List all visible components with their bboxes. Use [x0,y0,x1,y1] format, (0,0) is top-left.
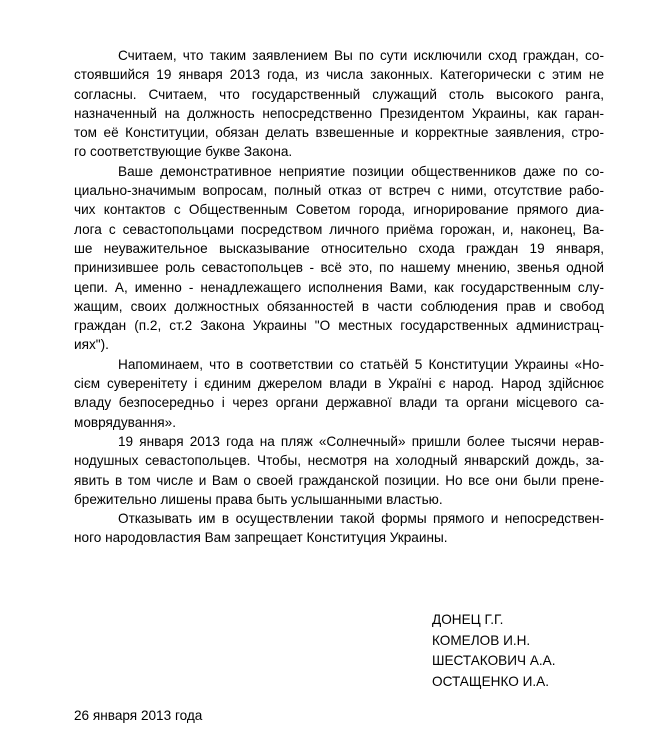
signatory-name: КОМЕЛОВ И.Н. [432,632,531,648]
paragraph-line: 19 января 2013 года на пляж «Солнечный» пришли более тысячи нерав- [118,433,604,449]
signatory-name: ШЕСТАКОВИЧ А.А. [432,653,556,668]
paragraph-line: Ваше демонстративное неприятие позиции общественников даже по со- [118,163,604,179]
paragraph-line: принизившее роль севастопольцев - всё это, по нашему мнению, звенья одной [74,260,604,276]
paragraph-5 [74,509,604,548]
paragraph-4 [74,432,604,509]
paragraph-line: граждан (п.2, ст.2 Закона Украины "О местных государственных администрац- [74,318,604,334]
paragraph-line: том её Конституции, обязан делать взвешенные и корректные заявления, стро- [74,125,604,141]
document-date: 26 января 2013 года [74,708,203,723]
paragraph-line: моврядування». [74,414,176,430]
paragraph-line: сієм суверенітету і єдиним джерелом влади в Україні є народ. Народ здійснює [74,376,604,392]
signatory-name: ДОНЕЦ Г.Г. [432,612,504,627]
paragraph-line: лога с севастопольцами посредством личного приёма горожан, и, наконец, Ва- [74,221,604,237]
paragraph-line: ше неуважительное высказывание относительно схода граждан 19 января, [74,240,604,256]
paragraph-3 [74,355,604,432]
paragraph-line: ного народовластия Вам запрещает Конституция Украины. [74,530,448,546]
paragraph-line: владу безпосередньо і через органи державної влади та органи місцевого са- [74,395,604,411]
paragraph-line: брежительно лишены права быть услышанными властью. [74,491,443,507]
paragraph-line: назначенный на должность непосредственно Президентом Украины, как гаран- [74,105,604,121]
signatory-name: ОСТАЩЕНКО И.А. [432,673,549,689]
letter-body [74,46,604,548]
signature-block [432,610,632,692]
paragraph-line: Считаем, что таким заявлением Вы по сути исключили сход граждан, со- [118,48,604,63]
paragraph-1 [74,46,604,162]
paragraph-line: цепи. А, именно - ненадлежащего исполнения Вами, как государственным слу- [74,279,604,295]
paragraph-line: нодушных севастопольцев. Чтобы, несмотря на холодный январский дождь, за- [74,453,604,469]
paragraph-line: жащим, своих должностных обязанностей в части соблюдения прав и свобод [74,298,604,314]
paragraph-line: го соответствующие букве Закона. [74,144,293,160]
paragraph-line: Напоминаем, что в соответствии со статьёй 5 Конституции Украины «Но- [118,356,604,372]
paragraph-line: чих контактов с Общественным Советом города, игнорирование прямого диа- [74,202,604,218]
paragraph-line: стоявшийся 19 января 2013 года, из числа законных. Категорически с этим не [74,67,604,83]
paragraph-line: согласны. Считаем, что государственный служащий столь высокого ранга, [74,86,604,102]
paragraph-2 [74,162,604,355]
paragraph-line: явить в том числе и Вам о своей гражданской позиции. Но все они были пренe- [74,472,604,488]
paragraph-line: Отказывать им в осуществлении такой формы прямого и непосредствен- [118,511,604,527]
paragraph-line: циально-значимым вопросам, полный отказ от встреч с ними, отсутствие рабо- [74,183,604,199]
paragraph-line: иях"). [74,337,109,353]
